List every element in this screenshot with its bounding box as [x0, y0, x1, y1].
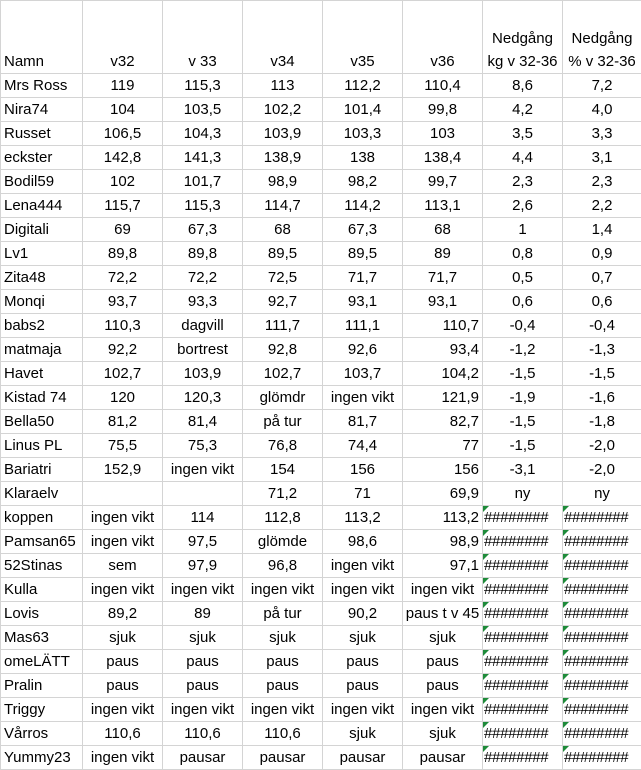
cell-loss-pct[interactable]: ######## — [563, 602, 641, 626]
cell-v35[interactable]: 71 — [323, 482, 403, 506]
cell-v34[interactable]: glömde — [243, 530, 323, 554]
table-row — [1, 746, 641, 770]
table-row — [1, 122, 641, 146]
cell-v34[interactable]: 138,9 — [243, 146, 323, 170]
cell-v32[interactable]: 102 — [83, 170, 163, 194]
cell-loss-pct[interactable]: -1,3 — [563, 338, 641, 362]
cell-v32[interactable]: 69 — [83, 218, 163, 242]
cell-v32[interactable]: sem — [83, 554, 163, 578]
cell-v33[interactable]: 103,5 — [163, 98, 243, 122]
cell-v32[interactable]: 81,2 — [83, 410, 163, 434]
cell-v35[interactable]: pausar — [323, 746, 403, 770]
cell-name[interactable]: Linus PL — [1, 434, 83, 458]
cell-v35[interactable]: 101,4 — [323, 98, 403, 122]
cell-v34[interactable]: glömdr — [243, 386, 323, 410]
cell-loss-kg[interactable]: 0,6 — [483, 290, 563, 314]
cell-v35[interactable]: 81,7 — [323, 410, 403, 434]
cell-loss-pct[interactable]: ######## — [563, 506, 641, 530]
cell-v34[interactable]: 112,8 — [243, 506, 323, 530]
header-v35[interactable]: v35 — [323, 1, 403, 74]
cell-loss-kg[interactable]: ######## — [483, 746, 563, 770]
cell-v36[interactable]: 99,7 — [403, 170, 483, 194]
cell-loss-kg[interactable]: 3,5 — [483, 122, 563, 146]
cell-name[interactable]: Kulla — [1, 578, 83, 602]
cell-v35[interactable]: 98,2 — [323, 170, 403, 194]
header-row — [1, 1, 641, 74]
cell-v32[interactable]: sjuk — [83, 626, 163, 650]
cell-v34[interactable]: 89,5 — [243, 242, 323, 266]
cell-v35[interactable]: 113,2 — [323, 506, 403, 530]
cell-v34[interactable]: 76,8 — [243, 434, 323, 458]
cell-v32[interactable]: paus — [83, 674, 163, 698]
cell-v33[interactable]: sjuk — [163, 626, 243, 650]
cell-loss-pct[interactable]: ######## — [563, 578, 641, 602]
header-v36[interactable]: v36 — [403, 1, 483, 74]
header-name[interactable]: Namn — [1, 1, 83, 74]
cell-loss-pct[interactable]: 4,0 — [563, 98, 641, 122]
cell-loss-kg[interactable]: 0,8 — [483, 242, 563, 266]
cell-v33[interactable]: 114 — [163, 506, 243, 530]
cell-v35[interactable]: 111,1 — [323, 314, 403, 338]
cell-v33[interactable]: 67,3 — [163, 218, 243, 242]
cell-v35[interactable]: paus — [323, 650, 403, 674]
table-row — [1, 338, 641, 362]
cell-v32[interactable]: ingen vikt — [83, 698, 163, 722]
cell-v35[interactable]: 74,4 — [323, 434, 403, 458]
cell-v35[interactable]: 112,2 — [323, 74, 403, 98]
cell-v34[interactable]: 68 — [243, 218, 323, 242]
cell-name[interactable]: koppen — [1, 506, 83, 530]
header-loss-kg[interactable]: Nedgång kg v 32-36 — [483, 1, 563, 74]
cell-v34[interactable]: 154 — [243, 458, 323, 482]
cell-name[interactable]: eckster — [1, 146, 83, 170]
cell-v34[interactable]: på tur — [243, 602, 323, 626]
cell-v32[interactable]: 89,2 — [83, 602, 163, 626]
cell-name[interactable]: Lv1 — [1, 242, 83, 266]
cell-loss-pct[interactable]: -1,5 — [563, 362, 641, 386]
table-row — [1, 698, 641, 722]
cell-loss-pct[interactable]: -1,8 — [563, 410, 641, 434]
cell-name[interactable]: Nira74 — [1, 98, 83, 122]
cell-v32[interactable]: ingen vikt — [83, 578, 163, 602]
cell-v32[interactable] — [83, 482, 163, 506]
table-row — [1, 530, 641, 554]
table-row — [1, 674, 641, 698]
cell-loss-kg[interactable]: -3,1 — [483, 458, 563, 482]
cell-loss-pct[interactable]: -1,6 — [563, 386, 641, 410]
cell-v33[interactable]: paus — [163, 674, 243, 698]
cell-name[interactable]: Mrs Ross — [1, 74, 83, 98]
cell-loss-pct[interactable]: ######## — [563, 674, 641, 698]
table-body — [1, 74, 641, 770]
cell-loss-kg[interactable]: -1,5 — [483, 410, 563, 434]
cell-v35[interactable]: 138 — [323, 146, 403, 170]
cell-v36[interactable]: pausar — [403, 746, 483, 770]
cell-v36[interactable]: sjuk — [403, 626, 483, 650]
cell-loss-pct[interactable]: ######## — [563, 650, 641, 674]
cell-v35[interactable]: ingen vikt — [323, 698, 403, 722]
cell-loss-kg[interactable]: -1,2 — [483, 338, 563, 362]
cell-v34[interactable]: paus — [243, 674, 323, 698]
cell-v35[interactable]: 103,3 — [323, 122, 403, 146]
header-loss-pct[interactable]: Nedgång % v 32-36 — [563, 1, 641, 74]
cell-name[interactable]: Vårros — [1, 722, 83, 746]
cell-loss-kg[interactable]: -1,5 — [483, 362, 563, 386]
cell-loss-pct[interactable]: ######## — [563, 626, 641, 650]
cell-v33[interactable]: 97,5 — [163, 530, 243, 554]
cell-v32[interactable]: 93,7 — [83, 290, 163, 314]
table-row — [1, 578, 641, 602]
cell-v33[interactable]: bortrest — [163, 338, 243, 362]
cell-v34[interactable]: 113 — [243, 74, 323, 98]
cell-v33[interactable]: 101,7 — [163, 170, 243, 194]
cell-v36[interactable]: paus — [403, 650, 483, 674]
cell-v34[interactable]: 114,7 — [243, 194, 323, 218]
cell-loss-kg[interactable]: ######## — [483, 554, 563, 578]
cell-loss-pct[interactable]: 2,2 — [563, 194, 641, 218]
cell-v36[interactable]: 110,7 — [403, 314, 483, 338]
cell-v34[interactable]: sjuk — [243, 626, 323, 650]
cell-v35[interactable]: 93,1 — [323, 290, 403, 314]
table-row — [1, 170, 641, 194]
cell-loss-pct[interactable]: -2,0 — [563, 434, 641, 458]
cell-name[interactable]: Pamsan65 — [1, 530, 83, 554]
cell-v34[interactable]: 92,7 — [243, 290, 323, 314]
cell-name[interactable]: Zita48 — [1, 266, 83, 290]
cell-v34[interactable]: 98,9 — [243, 170, 323, 194]
cell-v35[interactable]: 103,7 — [323, 362, 403, 386]
cell-v33[interactable]: 89,8 — [163, 242, 243, 266]
cell-v35[interactable]: ingen vikt — [323, 578, 403, 602]
cell-v34[interactable]: 111,7 — [243, 314, 323, 338]
table-row — [1, 242, 641, 266]
cell-v35[interactable]: paus — [323, 674, 403, 698]
cell-v36[interactable]: 69,9 — [403, 482, 483, 506]
table-row — [1, 626, 641, 650]
cell-v36[interactable]: 93,1 — [403, 290, 483, 314]
cell-v36[interactable]: 103 — [403, 122, 483, 146]
cell-v32[interactable]: 72,2 — [83, 266, 163, 290]
cell-v34[interactable]: 71,2 — [243, 482, 323, 506]
cell-loss-kg[interactable]: ######## — [483, 602, 563, 626]
cell-v33[interactable]: pausar — [163, 746, 243, 770]
cell-v32[interactable]: 89,8 — [83, 242, 163, 266]
table-row — [1, 74, 641, 98]
cell-name[interactable]: Monqi — [1, 290, 83, 314]
cell-v36[interactable]: 77 — [403, 434, 483, 458]
table-row — [1, 386, 641, 410]
cell-v33[interactable]: 115,3 — [163, 74, 243, 98]
cell-v33[interactable]: 104,3 — [163, 122, 243, 146]
table-row — [1, 266, 641, 290]
cell-name[interactable]: Mas63 — [1, 626, 83, 650]
cell-loss-kg[interactable]: ######## — [483, 674, 563, 698]
cell-name[interactable]: Bodil59 — [1, 170, 83, 194]
cell-loss-pct[interactable]: 0,9 — [563, 242, 641, 266]
table-row — [1, 314, 641, 338]
cell-v35[interactable]: 89,5 — [323, 242, 403, 266]
cell-v36[interactable]: 71,7 — [403, 266, 483, 290]
cell-v33[interactable]: 72,2 — [163, 266, 243, 290]
cell-loss-kg[interactable]: 0,5 — [483, 266, 563, 290]
table-row — [1, 194, 641, 218]
cell-loss-kg[interactable]: ######## — [483, 626, 563, 650]
table-row — [1, 506, 641, 530]
cell-v34[interactable]: på tur — [243, 410, 323, 434]
cell-v35[interactable]: 92,6 — [323, 338, 403, 362]
cell-loss-pct[interactable]: 1,4 — [563, 218, 641, 242]
cell-v33[interactable]: paus — [163, 650, 243, 674]
cell-loss-kg[interactable]: ######## — [483, 722, 563, 746]
cell-v34[interactable]: 72,5 — [243, 266, 323, 290]
cell-v36[interactable]: 97,1 — [403, 554, 483, 578]
cell-v33[interactable]: 93,3 — [163, 290, 243, 314]
cell-loss-kg[interactable]: ny — [483, 482, 563, 506]
table-row — [1, 362, 641, 386]
cell-name[interactable]: Russet — [1, 122, 83, 146]
cell-name[interactable]: Pralin — [1, 674, 83, 698]
cell-v34[interactable]: 102,7 — [243, 362, 323, 386]
cell-loss-kg[interactable]: ######## — [483, 506, 563, 530]
cell-v35[interactable]: sjuk — [323, 722, 403, 746]
cell-v33[interactable]: 103,9 — [163, 362, 243, 386]
cell-name[interactable]: Digitali — [1, 218, 83, 242]
cell-v33[interactable]: dagvill — [163, 314, 243, 338]
cell-v32[interactable]: 120 — [83, 386, 163, 410]
cell-v36[interactable]: 156 — [403, 458, 483, 482]
cell-v32[interactable]: 110,3 — [83, 314, 163, 338]
cell-v34[interactable]: ingen vikt — [243, 698, 323, 722]
cell-loss-pct[interactable]: ny — [563, 482, 641, 506]
cell-loss-pct[interactable]: -0,4 — [563, 314, 641, 338]
cell-v35[interactable]: 156 — [323, 458, 403, 482]
cell-v36[interactable]: 89 — [403, 242, 483, 266]
cell-v33[interactable]: 141,3 — [163, 146, 243, 170]
table-row — [1, 218, 641, 242]
cell-v32[interactable]: 92,2 — [83, 338, 163, 362]
cell-v33[interactable]: 120,3 — [163, 386, 243, 410]
cell-v33[interactable]: ingen vikt — [163, 458, 243, 482]
cell-loss-pct[interactable]: 7,2 — [563, 74, 641, 98]
cell-v33[interactable]: ingen vikt — [163, 578, 243, 602]
table-row — [1, 554, 641, 578]
cell-v32[interactable]: ingen vikt — [83, 746, 163, 770]
cell-v36[interactable]: 121,9 — [403, 386, 483, 410]
cell-v34[interactable]: 103,9 — [243, 122, 323, 146]
cell-loss-pct[interactable]: ######## — [563, 698, 641, 722]
cell-v33[interactable]: 81,4 — [163, 410, 243, 434]
cell-v33[interactable]: 75,3 — [163, 434, 243, 458]
header-v33[interactable]: v 33 — [163, 1, 243, 74]
cell-v33[interactable]: ingen vikt — [163, 698, 243, 722]
cell-loss-pct[interactable]: 0,7 — [563, 266, 641, 290]
cell-loss-kg[interactable]: -1,9 — [483, 386, 563, 410]
cell-v32[interactable]: 119 — [83, 74, 163, 98]
header-v32[interactable]: v32 — [83, 1, 163, 74]
cell-loss-kg[interactable]: -1,5 — [483, 434, 563, 458]
cell-loss-pct[interactable]: 3,3 — [563, 122, 641, 146]
cell-v32[interactable]: 102,7 — [83, 362, 163, 386]
cell-v36[interactable]: sjuk — [403, 722, 483, 746]
cell-v35[interactable]: 67,3 — [323, 218, 403, 242]
cell-name[interactable]: Kistad 74 — [1, 386, 83, 410]
cell-loss-kg[interactable]: ######## — [483, 698, 563, 722]
header-v34[interactable]: v34 — [243, 1, 323, 74]
cell-loss-kg[interactable]: -0,4 — [483, 314, 563, 338]
cell-v33[interactable] — [163, 482, 243, 506]
cell-name[interactable]: 52Stinas — [1, 554, 83, 578]
cell-name[interactable]: Lena444 — [1, 194, 83, 218]
cell-loss-pct[interactable]: 2,3 — [563, 170, 641, 194]
cell-name[interactable]: omeLÄTT — [1, 650, 83, 674]
cell-v34[interactable]: 96,8 — [243, 554, 323, 578]
cell-loss-kg[interactable]: 2,3 — [483, 170, 563, 194]
cell-name[interactable]: Bella50 — [1, 410, 83, 434]
table-row — [1, 482, 641, 506]
cell-v36[interactable]: 98,9 — [403, 530, 483, 554]
cell-name[interactable]: Lovis — [1, 602, 83, 626]
cell-v36[interactable]: 113,2 — [403, 506, 483, 530]
cell-v32[interactable]: paus — [83, 650, 163, 674]
cell-loss-pct[interactable]: 3,1 — [563, 146, 641, 170]
cell-loss-pct[interactable]: -2,0 — [563, 458, 641, 482]
cell-v32[interactable]: 104 — [83, 98, 163, 122]
cell-v34[interactable]: ingen vikt — [243, 578, 323, 602]
cell-v36[interactable]: ingen vikt — [403, 698, 483, 722]
table-row — [1, 434, 641, 458]
cell-v35[interactable]: 98,6 — [323, 530, 403, 554]
cell-v36[interactable]: 110,4 — [403, 74, 483, 98]
cell-loss-pct[interactable]: ######## — [563, 530, 641, 554]
cell-name[interactable]: Havet — [1, 362, 83, 386]
cell-name[interactable]: matmaja — [1, 338, 83, 362]
cell-v32[interactable]: 110,6 — [83, 722, 163, 746]
cell-loss-kg[interactable]: 1 — [483, 218, 563, 242]
cell-loss-pct[interactable]: ######## — [563, 554, 641, 578]
cell-v32[interactable]: 106,5 — [83, 122, 163, 146]
cell-name[interactable]: Triggy — [1, 698, 83, 722]
cell-v35[interactable]: 90,2 — [323, 602, 403, 626]
cell-v35[interactable]: sjuk — [323, 626, 403, 650]
cell-v34[interactable]: 110,6 — [243, 722, 323, 746]
table-row — [1, 602, 641, 626]
cell-v36[interactable]: paus t v 45 — [403, 602, 483, 626]
cell-v35[interactable]: 114,2 — [323, 194, 403, 218]
cell-name[interactable]: babs2 — [1, 314, 83, 338]
cell-v34[interactable]: 92,8 — [243, 338, 323, 362]
cell-name[interactable]: Bariatri — [1, 458, 83, 482]
cell-loss-kg[interactable]: 8,6 — [483, 74, 563, 98]
cell-v36[interactable]: 68 — [403, 218, 483, 242]
cell-v36[interactable]: 82,7 — [403, 410, 483, 434]
cell-loss-kg[interactable]: ######## — [483, 578, 563, 602]
cell-v33[interactable]: 115,3 — [163, 194, 243, 218]
cell-v36[interactable]: 104,2 — [403, 362, 483, 386]
cell-v35[interactable]: 71,7 — [323, 266, 403, 290]
cell-v34[interactable]: pausar — [243, 746, 323, 770]
cell-loss-kg[interactable]: 4,2 — [483, 98, 563, 122]
cell-loss-pct[interactable]: ######## — [563, 722, 641, 746]
table-row — [1, 146, 641, 170]
cell-v36[interactable]: paus — [403, 674, 483, 698]
cell-name[interactable]: Klaraelv — [1, 482, 83, 506]
table-row — [1, 650, 641, 674]
cell-loss-pct[interactable]: 0,6 — [563, 290, 641, 314]
table-row — [1, 722, 641, 746]
cell-v35[interactable]: ingen vikt — [323, 554, 403, 578]
cell-v32[interactable]: ingen vikt — [83, 506, 163, 530]
cell-v33[interactable]: 89 — [163, 602, 243, 626]
table-row — [1, 458, 641, 482]
cell-v32[interactable]: ingen vikt — [83, 530, 163, 554]
table-row — [1, 410, 641, 434]
cell-v32[interactable]: 115,7 — [83, 194, 163, 218]
cell-name[interactable]: Yummy23 — [1, 746, 83, 770]
cell-loss-kg[interactable]: ######## — [483, 530, 563, 554]
cell-loss-kg[interactable]: ######## — [483, 650, 563, 674]
table-row — [1, 290, 641, 314]
cell-v36[interactable]: 138,4 — [403, 146, 483, 170]
table-row — [1, 98, 641, 122]
cell-v36[interactable]: 99,8 — [403, 98, 483, 122]
cell-v36[interactable]: 93,4 — [403, 338, 483, 362]
cell-v36[interactable]: 113,1 — [403, 194, 483, 218]
cell-v32[interactable]: 142,8 — [83, 146, 163, 170]
cell-loss-kg[interactable]: 2,6 — [483, 194, 563, 218]
cell-v32[interactable]: 75,5 — [83, 434, 163, 458]
cell-v33[interactable]: 97,9 — [163, 554, 243, 578]
cell-v33[interactable]: 110,6 — [163, 722, 243, 746]
cell-loss-kg[interactable]: 4,4 — [483, 146, 563, 170]
cell-v35[interactable]: ingen vikt — [323, 386, 403, 410]
cell-loss-pct[interactable]: ######## — [563, 746, 641, 770]
cell-v32[interactable]: 152,9 — [83, 458, 163, 482]
cell-v34[interactable]: 102,2 — [243, 98, 323, 122]
cell-v34[interactable]: paus — [243, 650, 323, 674]
cell-v36[interactable]: ingen vikt — [403, 578, 483, 602]
